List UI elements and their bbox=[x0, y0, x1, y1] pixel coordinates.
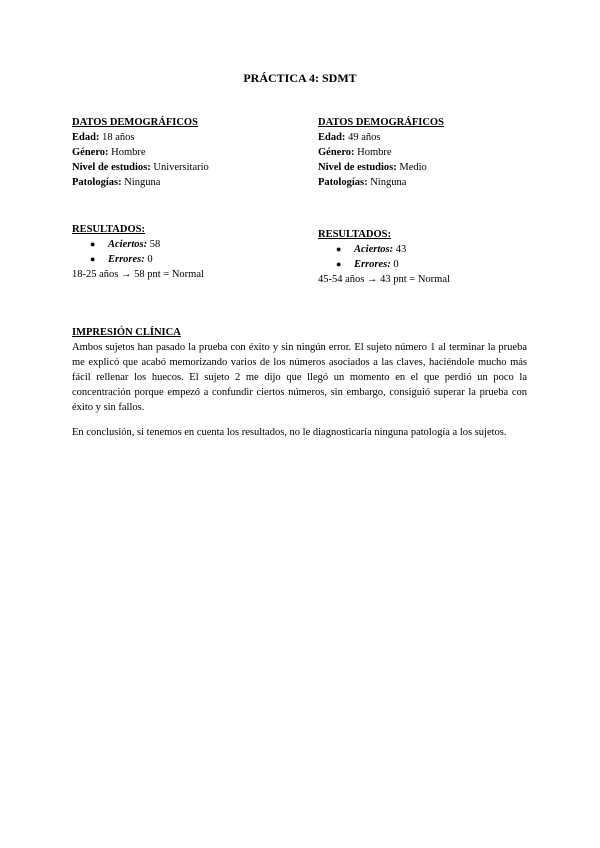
nivel-line bbox=[318, 160, 518, 175]
list-item bbox=[318, 242, 518, 257]
errores-value: 0 bbox=[390, 259, 399, 270]
patologias-label: Patologías: bbox=[318, 177, 368, 188]
bullet-icon: ● bbox=[90, 254, 96, 264]
genero-line bbox=[72, 145, 272, 160]
genero-label: Género: bbox=[318, 147, 355, 158]
results-summary: 18-25 años → 58 pnt = Normal bbox=[72, 269, 204, 280]
errores-label: Errores: bbox=[354, 259, 391, 270]
demographics-heading: DATOS DEMOGRÁFICOS bbox=[72, 117, 198, 128]
genero-line bbox=[318, 145, 518, 160]
results-heading: RESULTADOS: bbox=[72, 224, 145, 235]
patologias-value: Ninguna bbox=[367, 177, 407, 188]
nivel-value: Universitario bbox=[150, 162, 209, 173]
nivel-label: Nivel de estudios: bbox=[318, 162, 397, 173]
edad-value: 18 años bbox=[99, 132, 135, 143]
impresion-paragraph-2: En conclusión, si tenemos en cuenta los resultados, no le diagnosticaría ninguna patología a los sujetos. bbox=[72, 427, 507, 438]
edad-value: 49 años bbox=[345, 132, 381, 143]
impresion-heading: IMPRESIÓN CLÍNICA bbox=[72, 327, 181, 338]
edad-label: Edad: bbox=[318, 132, 346, 143]
nivel-value: Medio bbox=[396, 162, 427, 173]
aciertos-value: 58 bbox=[147, 239, 161, 250]
list-item bbox=[318, 257, 518, 272]
subject-1-demographics bbox=[72, 115, 272, 190]
aciertos-value: 43 bbox=[393, 244, 407, 255]
genero-value: Hombre bbox=[354, 147, 392, 158]
impresion-paragraph-1: Ambos sujetos han pasado la prueba con éxito y sin ningún error. El sujeto número 1 al terminar la prueba me explicó que acabó memorizando varios de los números asociados a las claves, haciéndole mucho más fácil rellenar los huecos. El sujeto 2 me dijo que llegó un momento en el que perdió un poco la concentración porque empezó a confundir ciertos números, sin embargo, consiguió superar la prueba con éxito y sin fallos. bbox=[72, 342, 527, 413]
edad-label: Edad: bbox=[72, 132, 100, 143]
edad-line bbox=[318, 130, 518, 145]
results-heading: RESULTADOS: bbox=[318, 229, 391, 240]
edad-line bbox=[72, 130, 272, 145]
bullet-icon: ● bbox=[336, 244, 342, 254]
nivel-line bbox=[72, 160, 272, 175]
page-title: PRÁCTICA 4: SDMT bbox=[243, 71, 357, 85]
results-list bbox=[72, 237, 272, 267]
subject-1-results bbox=[72, 222, 272, 282]
clinical-impression bbox=[72, 325, 527, 440]
results-list bbox=[318, 242, 518, 272]
nivel-label: Nivel de estudios: bbox=[72, 162, 151, 173]
results-summary: 45-54 años → 43 pnt = Normal bbox=[318, 274, 450, 285]
bullet-icon: ● bbox=[90, 239, 96, 249]
genero-value: Hombre bbox=[108, 147, 146, 158]
patologias-line bbox=[318, 175, 518, 190]
subject-2-demographics bbox=[318, 115, 518, 190]
patologias-line bbox=[72, 175, 272, 190]
patologias-value: Ninguna bbox=[121, 177, 161, 188]
subject-2-results bbox=[318, 227, 518, 287]
aciertos-label: Aciertos: bbox=[354, 244, 394, 255]
demographics-heading: DATOS DEMOGRÁFICOS bbox=[318, 117, 444, 128]
bullet-icon: ● bbox=[336, 259, 342, 269]
aciertos-label: Aciertos: bbox=[108, 239, 148, 250]
genero-label: Género: bbox=[72, 147, 109, 158]
errores-value: 0 bbox=[144, 254, 153, 265]
list-item bbox=[72, 252, 272, 267]
list-item bbox=[72, 237, 272, 252]
errores-label: Errores: bbox=[108, 254, 145, 265]
patologias-label: Patologías: bbox=[72, 177, 122, 188]
